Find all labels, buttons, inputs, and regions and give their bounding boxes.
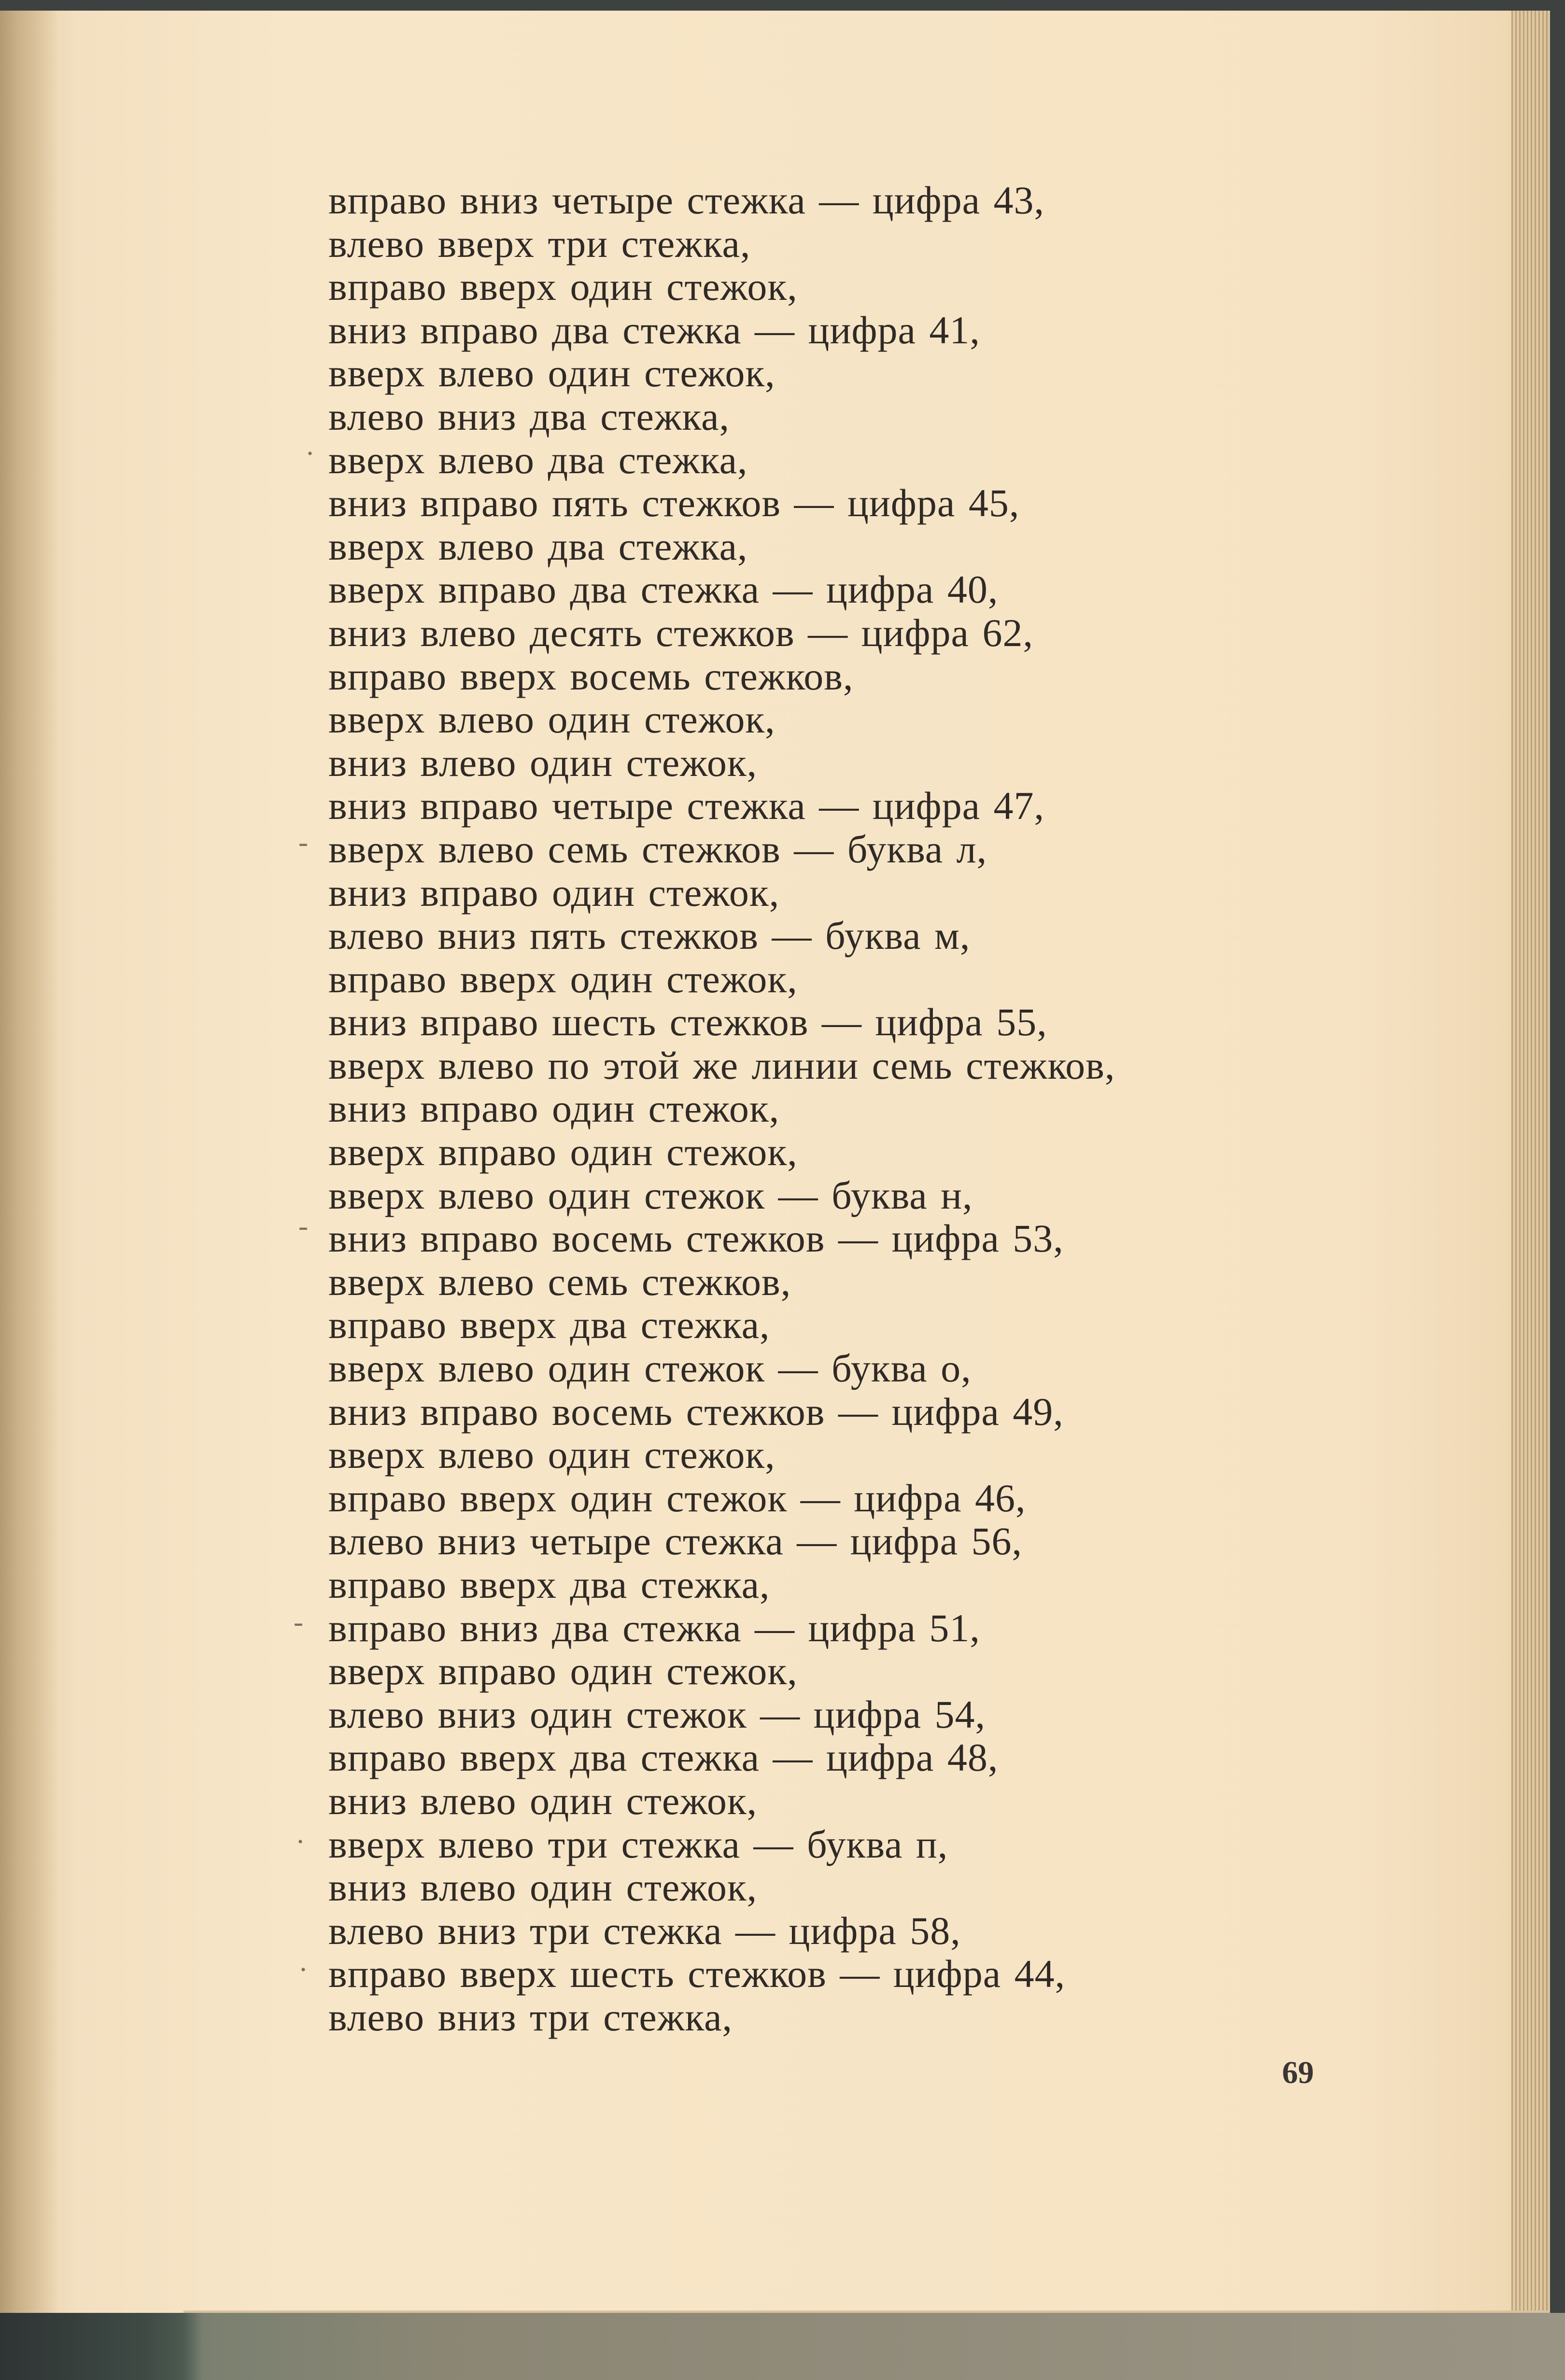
text-line: влево вниз три стежка — цифра 58, bbox=[328, 1908, 961, 1953]
text-line: вниз влево один стежок, bbox=[328, 740, 758, 785]
text-line: вниз вправо четыре стежка — цифра 47, bbox=[328, 784, 1045, 828]
text-line: вверх влево по этой же линии семь стежков, bbox=[328, 1043, 1115, 1087]
page-number: 69 bbox=[1282, 2055, 1314, 2090]
text-line: вверх вправо два стежка — цифра 40, bbox=[328, 567, 999, 612]
text-line: вправо вниз два стежка — цифра 51, bbox=[328, 1605, 980, 1650]
text-line: вверх влево семь стежков, bbox=[328, 1259, 791, 1304]
margin-dash-mark: - bbox=[298, 826, 308, 858]
text-line: вверх влево два стежка, bbox=[328, 524, 748, 568]
text-line: вниз влево десять стежков — цифра 62, bbox=[328, 610, 1033, 655]
text-line: вверх влево семь стежков — буква л, bbox=[328, 827, 987, 871]
margin-dot-mark: · bbox=[298, 1954, 308, 1986]
text-line: вправо вверх один стежок, bbox=[328, 957, 798, 1001]
text-line: вниз влево один стежок, bbox=[328, 1778, 758, 1823]
text-line: вверх влево два стежка, bbox=[328, 437, 748, 482]
text-line: вниз вправо один стежок, bbox=[328, 1086, 780, 1131]
text-line: вверх вправо один стежок, bbox=[328, 1130, 798, 1174]
text-line: вниз влево один стежок, bbox=[328, 1865, 758, 1910]
text-line: вправо вниз четыре стежка — цифра 43, bbox=[328, 178, 1045, 222]
text-line: вниз вправо пять стежков — цифра 45, bbox=[328, 481, 1020, 525]
text-line: вниз вправо два стежка — цифра 41, bbox=[328, 308, 980, 352]
text-line: влево вниз один стежок — цифра 54, bbox=[328, 1692, 986, 1736]
text-line: вверх влево один стежок, bbox=[328, 697, 775, 742]
text-line: вниз вправо шесть стежков — цифра 55, bbox=[328, 1000, 1047, 1044]
text-line: вверх влево один стежок, bbox=[328, 1433, 775, 1477]
text-line: вправо вверх два стежка — цифра 48, bbox=[328, 1735, 999, 1780]
text-line: вниз вправо один стежок, bbox=[328, 870, 780, 915]
text-line: вверх влево один стежок — буква о, bbox=[328, 1346, 972, 1391]
text-line: влево вверх три стежка, bbox=[328, 221, 751, 266]
page-gutter-shadow bbox=[0, 11, 58, 2321]
page-edge-stack bbox=[1511, 11, 1550, 2321]
scanner-background bbox=[0, 2313, 1565, 2380]
text-line: вверх влево один стежок — буква н, bbox=[328, 1173, 973, 1217]
text-line: вправо вверх восемь стежков, bbox=[328, 654, 854, 698]
text-line: вверх вправо один стежок, bbox=[328, 1649, 798, 1693]
text-line: влево вниз два стежка, bbox=[328, 394, 730, 438]
text-line: влево вниз три стежка, bbox=[328, 1995, 733, 2039]
text-line: вправо вверх один стежок — цифра 46, bbox=[328, 1476, 1026, 1520]
margin-dot-mark: · bbox=[296, 1826, 305, 1858]
margin-dash-mark: - bbox=[294, 1606, 303, 1638]
text-line: вниз вправо восемь стежков — цифра 53, bbox=[328, 1216, 1064, 1261]
text-line: вправо вверх шесть стежков — цифра 44, bbox=[328, 1952, 1066, 1996]
text-line: вниз вправо восемь стежков — цифра 49, bbox=[328, 1389, 1064, 1434]
text-line: вверх влево один стежок, bbox=[328, 351, 775, 395]
instruction-text-block bbox=[328, 179, 1294, 2039]
text-line: вправо вверх один стежок, bbox=[328, 265, 798, 309]
margin-dot-mark: · bbox=[305, 437, 315, 469]
text-line: вверх влево три стежка — буква п, bbox=[328, 1822, 948, 1866]
text-line: вправо вверх два стежка, bbox=[328, 1303, 770, 1347]
text-line: влево вниз четыре стежка — цифра 56, bbox=[328, 1519, 1023, 1563]
text-line: влево вниз пять стежков — буква м, bbox=[328, 914, 971, 958]
margin-dash-mark: - bbox=[298, 1210, 308, 1242]
text-line: вправо вверх два стежка, bbox=[328, 1563, 770, 1606]
